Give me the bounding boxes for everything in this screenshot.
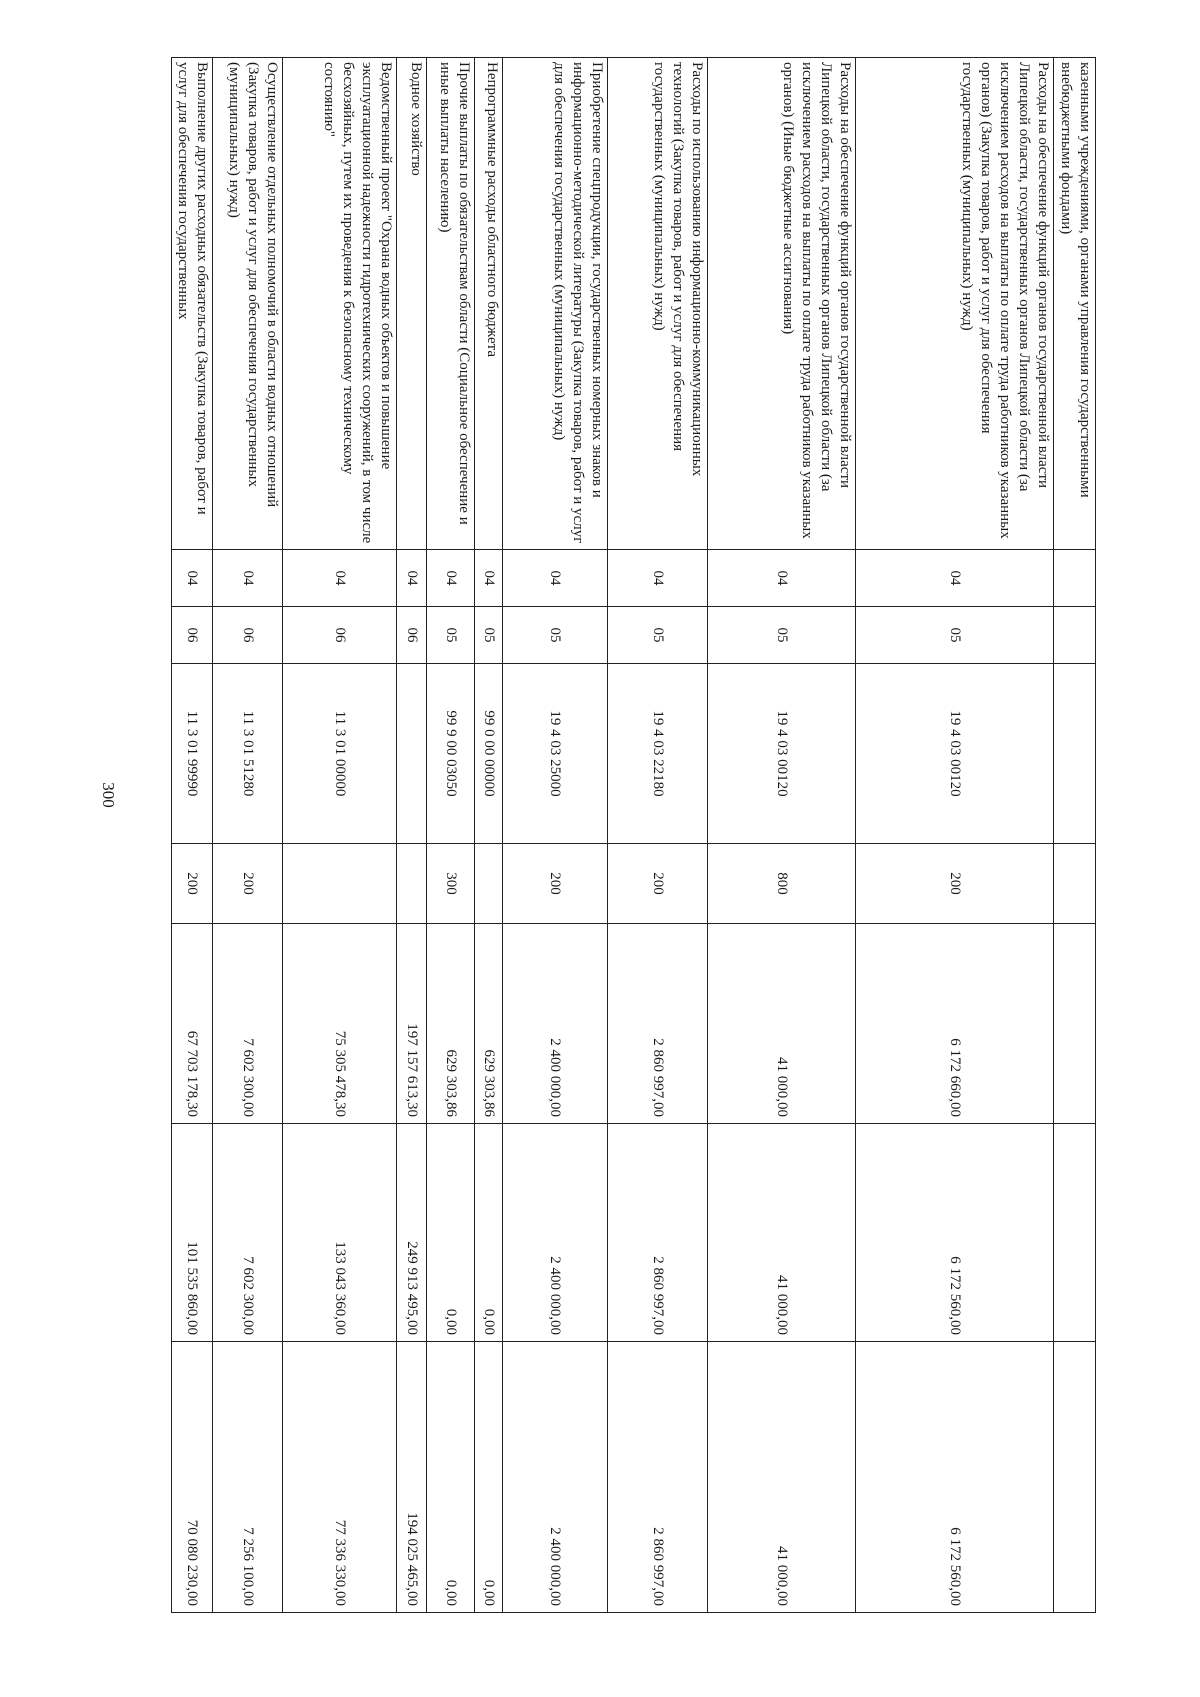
table-body — [172, 58, 1096, 1613]
expense-type-code — [1054, 844, 1096, 924]
subsection-code: 05 — [708, 607, 856, 664]
item-name: Расходы по использованию информационно-коммуникационных технологий (Закупка товаров, работ и услуг для обеспечения государственных (муниципальных) нужд) — [608, 58, 708, 550]
page-number: 300 — [99, 782, 118, 808]
table-row — [397, 58, 427, 1613]
amount-year-2 — [1054, 1124, 1096, 1342]
table-row — [213, 58, 283, 1613]
target-article-code — [1054, 664, 1096, 844]
target-article-code: 11 3 01 00000 — [283, 664, 397, 844]
amount-year-2: 2 860 997,00 — [608, 1124, 708, 1342]
target-article-code: 11 3 01 99990 — [172, 664, 213, 844]
target-article-code: 19 4 03 25000 — [503, 664, 608, 844]
subsection-code: 05 — [856, 607, 1054, 664]
table-row — [172, 58, 213, 1613]
amount-year-2: 7 602 300,00 — [213, 1124, 283, 1342]
amount-year-3: 0,00 — [427, 1342, 475, 1613]
amount-year-3: 7 256 100,00 — [213, 1342, 283, 1613]
amount-year-1: 629 303,86 — [427, 924, 475, 1124]
target-article-code: 11 3 01 51280 — [213, 664, 283, 844]
table-row — [427, 58, 475, 1613]
item-name: Водное хозяйство — [397, 58, 427, 550]
target-article-code: 19 4 03 00120 — [708, 664, 856, 844]
section-code: 04 — [503, 550, 608, 607]
expense-type-code — [283, 844, 397, 924]
table-row — [708, 58, 856, 1613]
expense-type-code: 200 — [608, 844, 708, 924]
amount-year-2: 133 043 360,00 — [283, 1124, 397, 1342]
subsection-code: 06 — [283, 607, 397, 664]
item-name: Осуществление отдельных полномочий в области водных отношений (Закупка товаров, работ и услуг для обеспечения государственных (муниципальных) нужд) — [213, 58, 283, 550]
amount-year-1: 7 602 300,00 — [213, 924, 283, 1124]
amount-year-3: 2 860 997,00 — [608, 1342, 708, 1613]
section-code: 04 — [608, 550, 708, 607]
amount-year-1: 75 305 478,30 — [283, 924, 397, 1124]
subsection-code: 06 — [172, 607, 213, 664]
expense-type-code: 300 — [427, 844, 475, 924]
budget-table — [171, 57, 1096, 1613]
amount-year-3: 0,00 — [475, 1342, 503, 1613]
expense-type-code: 200 — [856, 844, 1054, 924]
amount-year-2: 6 172 560,00 — [856, 1124, 1054, 1342]
amount-year-2: 101 535 860,00 — [172, 1124, 213, 1342]
amount-year-2: 0,00 — [475, 1124, 503, 1342]
section-code: 04 — [475, 550, 503, 607]
amount-year-1: 6 172 660,00 — [856, 924, 1054, 1124]
item-name: Непрограммные расходы областного бюджета — [475, 58, 503, 550]
amount-year-2: 249 913 495,00 — [397, 1124, 427, 1342]
amount-year-3 — [1054, 1342, 1096, 1613]
subsection-code: 06 — [213, 607, 283, 664]
section-code: 04 — [172, 550, 213, 607]
table-row — [608, 58, 708, 1613]
amount-year-2: 0,00 — [427, 1124, 475, 1342]
item-name: Ведомственный проект "Охрана водных объектов и повышение эксплуатационной надежности гидротехнических сооружений, в том числе бесхозяйных, путем их проведения к безопасному техническому состоянию" — [283, 58, 397, 550]
table-row — [856, 58, 1054, 1613]
amount-year-3: 6 172 560,00 — [856, 1342, 1054, 1613]
expense-type-code: 200 — [503, 844, 608, 924]
expense-type-code: 200 — [213, 844, 283, 924]
item-name: Расходы на обеспечение функций органов государственной власти Липецкой области, государственных органов Липецкой области (за исключением расходов на выплаты по оплате труда работников указанных органов) (Закупка товаров, работ и услуг для обеспечения государственных (муниципальных) нужд) — [856, 58, 1054, 550]
item-name: Расходы на обеспечение функций органов государственной власти Липецкой области, государственных органов Липецкой области (за исключением расходов на выплаты по оплате труда работников указанных органов) (Иные бюджетные ассигнования) — [708, 58, 856, 550]
amount-year-3: 77 336 330,00 — [283, 1342, 397, 1613]
table-row — [475, 58, 503, 1613]
amount-year-1: 2 400 000,00 — [503, 924, 608, 1124]
target-article-code: 99 0 00 00000 — [475, 664, 503, 844]
amount-year-2: 41 000,00 — [708, 1124, 856, 1342]
subsection-code: 05 — [503, 607, 608, 664]
amount-year-1: 197 157 613,30 — [397, 924, 427, 1124]
expense-type-code: 200 — [172, 844, 213, 924]
section-code: 04 — [856, 550, 1054, 607]
section-code: 04 — [213, 550, 283, 607]
target-article-code: 99 9 00 03050 — [427, 664, 475, 844]
expense-type-code — [475, 844, 503, 924]
item-name: Приобретение спецпродукции, государственных номерных знаков и информационно-методической литературы (Закупка товаров, работ и услуг для обеспечения государственных (муниципальных) нужд) — [503, 58, 608, 550]
target-article-code: 19 4 03 22180 — [608, 664, 708, 844]
subsection-code: 05 — [608, 607, 708, 664]
amount-year-3: 70 080 230,00 — [172, 1342, 213, 1613]
section-code: 04 — [427, 550, 475, 607]
section-code: 04 — [283, 550, 397, 607]
subsection-code: 05 — [427, 607, 475, 664]
table-row — [503, 58, 608, 1613]
target-article-code — [397, 664, 427, 844]
item-name: Прочие выплаты по обязательствам области (Социальное обеспечение и иные выплаты населению) — [427, 58, 475, 550]
subsection-code: 06 — [397, 607, 427, 664]
section-code: 04 — [397, 550, 427, 607]
item-name: Выполнение других расходных обязательств (Закупка товаров, работ и услуг для обеспечения государственных — [172, 58, 213, 550]
table-row — [1054, 58, 1096, 1613]
subsection-code — [1054, 607, 1096, 664]
amount-year-2: 2 400 000,00 — [503, 1124, 608, 1342]
expense-type-code — [397, 844, 427, 924]
amount-year-1: 67 703 178,30 — [172, 924, 213, 1124]
amount-year-1: 41 000,00 — [708, 924, 856, 1124]
amount-year-3: 2 400 000,00 — [503, 1342, 608, 1613]
table-row — [283, 58, 397, 1613]
amount-year-3: 41 000,00 — [708, 1342, 856, 1613]
amount-year-1 — [1054, 924, 1096, 1124]
section-code: 04 — [708, 550, 856, 607]
target-article-code: 19 4 03 00120 — [856, 664, 1054, 844]
budget-table-sheet — [126, 57, 1096, 1612]
expense-type-code: 800 — [708, 844, 856, 924]
item-name: казенными учреждениями, органами управления государственными внебюджетными фондами) — [1054, 58, 1096, 550]
amount-year-3: 194 025 465,00 — [397, 1342, 427, 1613]
subsection-code: 05 — [475, 607, 503, 664]
amount-year-1: 2 860 997,00 — [608, 924, 708, 1124]
section-code — [1054, 550, 1096, 607]
amount-year-1: 629 303,86 — [475, 924, 503, 1124]
